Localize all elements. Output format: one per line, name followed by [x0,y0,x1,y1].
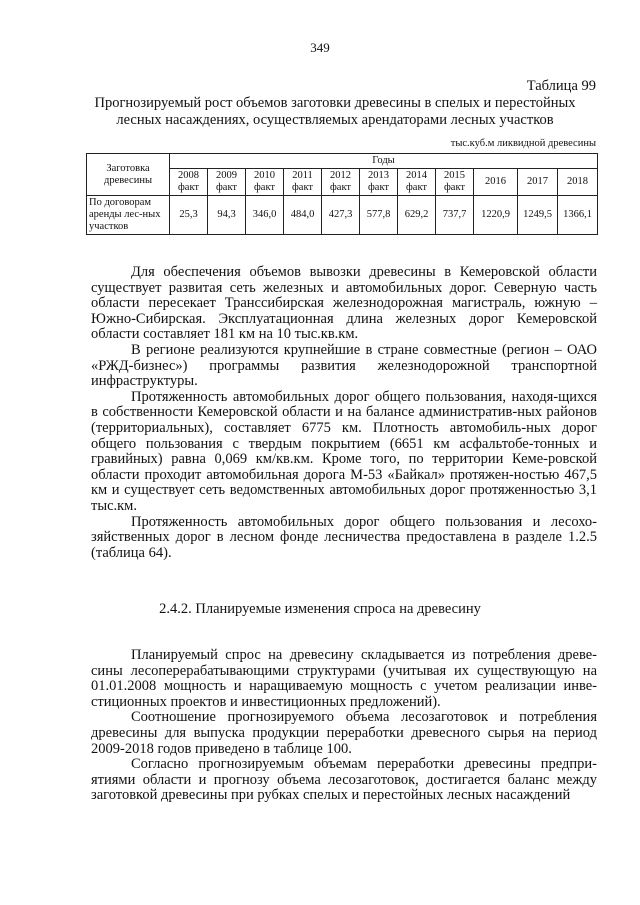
value-cell: 737,7 [436,196,474,235]
body-text-top [91,265,597,561]
year-note: факт [215,182,237,193]
table-units: тыс.куб.м ликвидной древесины [450,138,596,149]
year-header-cell [170,169,208,196]
paragraph: Планируемый спрос на древесину складывается из потребления древе-сины лесоперерабатывающими структурами (учитывая их существующую на 01.01.2008 мощность и наращиваемую мощность с учетом реализации инве-стиционных проектов и инвестиционных предложений). [91,647,597,710]
year-note: факт [253,182,275,193]
body-text-bottom [91,648,597,804]
year-note: факт [405,182,427,193]
year-header-cell [360,169,398,196]
year-header-cell [474,169,518,196]
value-cell: 427,3 [322,196,360,235]
year-header-cell [558,169,598,196]
year-note: факт [443,182,465,193]
paragraph: Протяженность автомобильных дорог общего пользования, находя-щихся в собственности Кемеровской области и на балансе административ-ных районов (территориальных), составляет 6775 км. Плотность автомобиль-ных дорог общего пользования с твердым покрытием (6651 км асфальтобе-тонных и гравийных) равна 0,069 км/кв.км. Кроме того, по территории Кеме-ровской области проходит автомобильная дорога М-53 «Байкал» протяжен-ностью 467,5 км и существует сеть ведомственных автомобильных дорог протяженностью 3,1 тыс.км. [91,388,597,514]
year-header-cell [284,169,322,196]
year-label: 2013 [368,170,389,181]
year-label: 2009 [216,170,237,181]
table-title-line: Прогнозируемый рост объемов заготовки древесины в спелых и перестойных [94,95,576,111]
years-header-cell: Годы [170,154,598,169]
year-label: 2016 [485,176,506,187]
section-heading: 2.4.2. Планируемые изменения спроса на древесину [159,601,481,617]
year-label: 2015 [444,170,465,181]
year-header-cell [322,169,360,196]
table-title-line: лесных насаждениях, осуществляемых арендаторами лесных участков [116,112,554,128]
year-header-cell [398,169,436,196]
year-header-cell [246,169,284,196]
year-label: 2014 [406,170,427,181]
paragraph: Для обеспечения объемов вывозки древесины в Кемеровской области существует развитая сеть железных и автомобильных дорог. Северную часть области пересекает Транссибирская железнодорожная магистраль, южную – Южно-Сибирская. Эксплуатационная длина железных дорог Кемеровской области составляет 181 км на 10 тыс.кв.км. [91,264,597,343]
table-label: Таблица 99 [526,78,596,94]
paragraph: Протяженность автомобильных дорог общего пользования и лесохо-зяйственных дорог в лесном фонде лесничества предоставлена в разделе 1.2.5 (таблица 64). [91,513,597,561]
table-row [87,196,598,235]
table-title [70,95,600,129]
paragraph: Соотношение прогнозируемого объема лесозаготовок и потребления древесины для выпуска продукции переработки древесного сырья на период 2009-2018 годов приведено в таблице 100. [91,709,597,757]
year-header-cell [436,169,474,196]
year-header-cell [208,169,246,196]
year-note: факт [177,182,199,193]
value-cell: 1249,5 [518,196,558,235]
year-label: 2012 [330,170,351,181]
page-number: 349 [310,40,330,55]
year-label: 2017 [527,176,548,187]
value-cell: 94,3 [208,196,246,235]
paragraph: В регионе реализуются крупнейшие в стране совместные (регион – ОАО «РЖД-бизнес») программы развития железнодорожной транспортной инфраструктуры. [91,341,597,390]
year-label: 2018 [567,176,588,187]
year-label: 2011 [292,170,313,181]
year-note: факт [291,182,313,193]
value-cell: 25,3 [170,196,208,235]
year-label: 2008 [178,170,199,181]
value-cell: 484,0 [284,196,322,235]
value-cell: 577,8 [360,196,398,235]
row-label-cell: По договорам аренды лес-ных участков [87,196,170,235]
value-cell: 1366,1 [558,196,598,235]
harvest-table [86,153,598,235]
paragraph: Согласно прогнозируемым объемам переработки древесины предпри-ятиями области и прогнозу объема лесозаготовок, достигается баланс между заготовкой древесины при рубках спелых и перестойных лесных насаждений [91,756,597,804]
year-note: факт [329,182,351,193]
year-note: факт [367,182,389,193]
value-cell: 629,2 [398,196,436,235]
value-cell: 1220,9 [474,196,518,235]
value-cell: 346,0 [246,196,284,235]
row-header-cell: Заготовка древесины [87,154,170,196]
year-label: 2010 [254,170,275,181]
year-header-cell [518,169,558,196]
